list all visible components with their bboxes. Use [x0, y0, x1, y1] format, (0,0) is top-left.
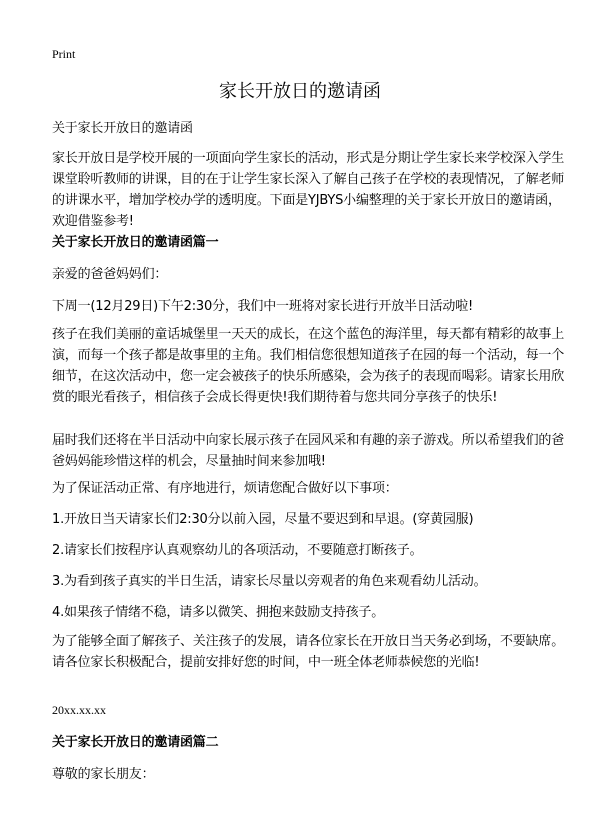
section1-paragraph-1: 下周一(12月29日)下午2:30分，我们中一班将对家长进行开放半日活动啦! — [52, 299, 474, 314]
notice-item-4: 4.如果孩子情绪不稳，请多以微笑、拥抱来鼓励支持孩子。 — [52, 605, 385, 620]
notice-item-2: 2.请家长们按程序认真观察幼儿的各项活动，不要随意打断孩子。 — [52, 543, 423, 558]
section1-paragraph-3: 届时我们还将在半日活动中向家长展示孩子在园风采和有趣的亲子游戏。所以希望我们的爸爸妈妈能珍惜这样的机会，尽量抽时间来参加哦! — [52, 433, 565, 469]
section1-paragraph-2: 孩子在我们美丽的童话城堡里一天天的成长，在这个蓝色的海洋里，每天都有精彩的故事上演，而每一个孩子都是故事里的主角。我们相信您很想知道孩子在园的每一个活动，每一个细节，在这次活动中，您一定会被孩子的快乐所感染，会为孩子的表现而喝彩。请家长用欣赏的眼光看孩子，相信孩子会成长得更快!我们期待着与您共同分享孩子的快乐! — [52, 327, 565, 405]
section1-heading: 关于家长开放日的邀请函篇一 — [52, 235, 219, 250]
document-title: 家长开放日的邀请函 — [219, 81, 381, 102]
section2-greeting: 尊敬的家长朋友： — [52, 767, 155, 782]
subtitle: 关于家长开放日的邀请函 — [52, 121, 193, 136]
notice-item-3: 3.为看到孩子真实的半日生活，请家长尽量以旁观者的角色来观看幼儿活动。 — [52, 574, 487, 589]
section1-paragraph-5: 为了能够全面了解孩子、关注孩子的发展，请各位家长在开放日当天务必到场，不要缺席。请各位家长积极配合，提前安排好您的时间，中一班全体老师恭候您的光临! — [52, 634, 565, 670]
section1-greeting: 亲爱的爸爸妈妈们： — [52, 267, 168, 282]
intro-paragraph: 家长开放日是学校开展的一项面向学生家长的活动，形式是分期让学生家长来学校深入学生课堂聆听教师的讲课，目的在于让学生家长深入了解自己孩子在学校的表现情况，了解老师的讲课水平，增加学校办学的透明度。下面是YJBYS小编整理的关于家长开放日的邀请函，欢迎借鉴参考! — [52, 151, 565, 229]
section1-paragraph-4: 为了保证活动正常、有序地进行，烦请您配合做好以下事项： — [52, 481, 398, 496]
print-link[interactable]: Print — [52, 47, 76, 61]
section2-heading: 关于家长开放日的邀请函篇二 — [52, 735, 219, 750]
section1-date: 20xx.xx.xx — [52, 703, 106, 717]
notice-item-1: 1.开放日当天请家长们2:30分以前入园，尽量不要迟到和早退。(穿黄园服) — [52, 512, 474, 527]
